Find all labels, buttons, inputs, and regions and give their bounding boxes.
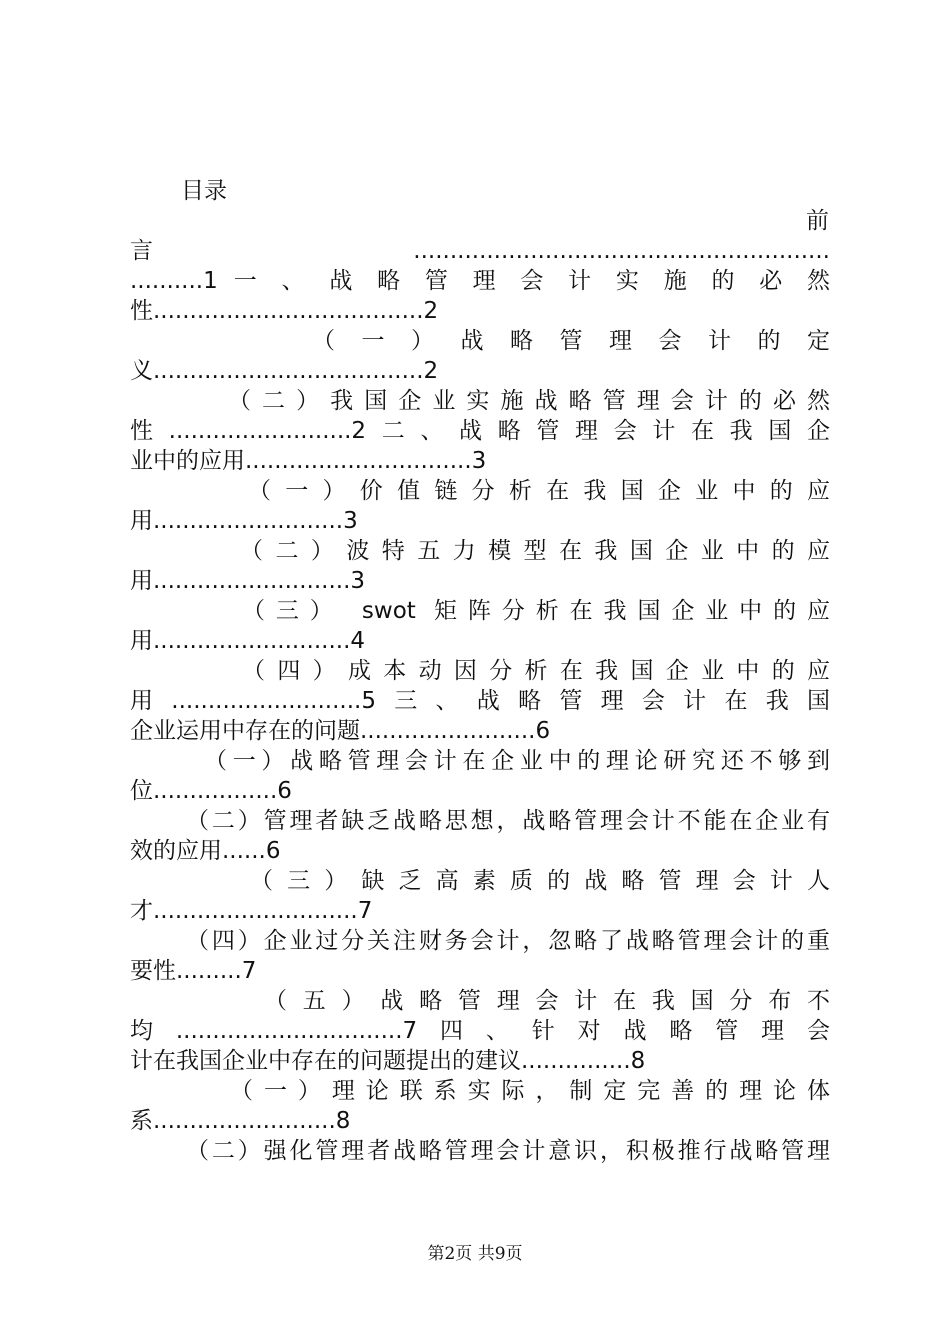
toc-line: 要性.........7: [130, 958, 257, 984]
toc-line: （一）价值链分析在我国企业中的应: [248, 478, 830, 504]
toc-line: （ 一 ） 战 略 管 理 会 计 的 定: [312, 328, 830, 354]
toc-line: 言.........................................................: [130, 238, 830, 264]
toc-line: 性.....................................2: [130, 298, 439, 324]
toc-line: 用..........................5三、战略管理会计在我国: [130, 688, 830, 714]
toc-line: （二）强化管理者战略管理会计意识，积极推行战略管理: [186, 1138, 830, 1164]
toc-line: （二）波特五力模型在我国企业中的应: [240, 538, 830, 564]
page-title: 目录: [181, 178, 227, 204]
toc-line: 才............................7: [130, 898, 373, 924]
toc-line: （二）管理者缺乏战略思想，战略管理会计不能在企业有: [186, 808, 830, 834]
toc-line: 企业运用中存在的问题........................6: [130, 718, 551, 744]
toc-line: （三）缺乏高素质的战略管理会计人: [250, 868, 830, 894]
toc-line: 用...........................3: [130, 568, 366, 594]
toc-line: 位.................6: [130, 778, 292, 804]
toc-line: 用..........................3: [130, 508, 358, 534]
toc-line: （一）理论联系实际，制定完善的理论体: [230, 1078, 830, 1104]
toc-line: 业中的应用...............................3: [130, 448, 487, 474]
toc-line: 义.....................................2: [130, 358, 439, 384]
toc-line: （三） swot 矩阵分析在我国企业中的应: [242, 598, 830, 624]
toc-line: 计在我国企业中存在的问题提出的建议...............8: [130, 1048, 646, 1074]
toc-line: ..........1 一 、 战 略 管 理 会 计 实 施 的 必 然: [130, 268, 830, 294]
page-footer: 第2页 共9页: [427, 1244, 523, 1264]
toc-line: （二）我国企业实施战略管理会计的必然: [228, 388, 830, 414]
toc-line: （四）企业过分关注财务会计，忽略了战略管理会计的重: [186, 928, 830, 954]
toc-line: （四）成本动因分析在我国企业中的应: [242, 658, 830, 684]
table-of-contents: [130, 206, 830, 1166]
toc-line: 前: [806, 208, 829, 234]
toc-line: （一）战略管理会计在企业中的理论研究还不够到: [204, 748, 830, 774]
toc-line: 性.........................2二、战略管理会计在我国企: [130, 418, 830, 444]
toc-line: 效的应用......6: [130, 838, 281, 864]
toc-line: 系.........................8: [130, 1108, 351, 1134]
toc-line: 用...........................4: [130, 628, 366, 654]
toc-line: （五）战略管理会计在我国分布不: [264, 988, 830, 1014]
toc-line: 均...............................7四、针对战略管理会: [130, 1018, 830, 1044]
